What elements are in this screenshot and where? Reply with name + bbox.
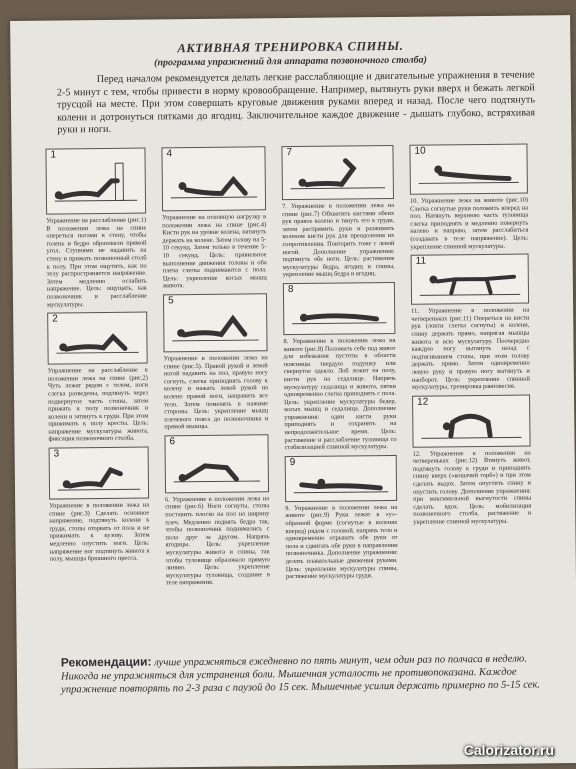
exercise-9-text: 9. Упражнение в положении лежа на животе (рис.9) Руки лежат в «у»-образной форме (согнутые в коленях вперед) рядом с головой, напрячь тело и одновременно отрывать обе руки от пола и сдвигать обе руки в направлении позвоночника. Дополнение упражнения: делать плавательные движения руками. Цель: укрепление мускулатуры спины, растяжение мускулатуры груди. [285, 504, 398, 581]
figure-number: 1 [50, 151, 56, 159]
figure-1 [45, 148, 146, 215]
exercise-3-text: Упражнение в положении лежа на спине (рис.3) Сделать основное напряжение, подтянуть колени к груди, стопы оторвать от пола и не прижимать к кузову. Затем медленно опустить ноги. Цель: напряжение ног подтянуть живота к полу, мышцы брюшного пресса. [49, 502, 150, 564]
page-title: АКТИВНАЯ ТРЕНИРОВКА СПИНЫ. [10, 37, 570, 58]
figure-number: 12 [417, 398, 428, 406]
figure-6-illustration [165, 435, 268, 492]
figure-4 [161, 146, 266, 211]
figure-number: 8 [288, 286, 294, 294]
exercise-6-text: 6. Упражнение в положении лежа на спине (рис.6) Ноги согнуты, стопы поставить плоско на пол на ширину плеч. Медленно поднять бедра так, чтобы позвоночник поднимались с пола друг за другом. Напрячь ягодицы. Цель: укрепление мускулатуры живота и спины, так чтобы туловище образовало прямую линию. Цель: укрепление мускулатуры туловища, создание в теле напряжения. [165, 495, 270, 587]
figure-8 [283, 282, 396, 335]
exercise-11-text: 11. Упражнение в положении на четвереньках (рис.11) Опереться на кисти рук (локти слегка согнуты) и колени, спину держать прямо, напрягая мышцы живота и всю мускулатуру. Поочередно каждую ногу вытянуть назад с подтягиванием стопы, при этом голову держать прямо. Затем одновременно левую руку и правую ногу вытянуть и наоборот. Цель: укрепление спинной мускулатуры, тренировка равновесия. [411, 307, 530, 392]
intro-paragraph: Перед началом рекомендуется делать легкие расслабляющие и двигательные упражнения в течение 2-5 минут с тем, чтобы привести в норму кровообращение. Например, вытянуть руки вверх и бежать легкой трусцой на месте. При этом совершать круговые движения руками вперед и назад. После чего подтянуть колени и дотронуться пятками до ягодиц. Заключительное каждое движение - дышать глубоко, встряхивая руки и ноги. [57, 69, 536, 137]
page-subtitle: (программа упражнений для аппарата позвоночного столба) [10, 53, 570, 70]
figure-5 [163, 293, 268, 352]
exercise-5-text: Упражнение в положении лежа на спине (рис.5). Правой рукой и левой ногой надавить на пол, правую ногу согнуть, слегка приподнять голову к колену и нажать левой рукой на колено правой ноги, направить все тело. Затем поменять в нажиме стороны. Цель: укрепление мышц плечевого пояса до позвоночника и прямой мышцы. [164, 354, 269, 431]
figure-number: 10 [414, 148, 425, 156]
figure-2-illustration [48, 313, 147, 364]
exercise-4-text: Упражнение на основную нагрузку в положении лежа на спине (рис.4) Кисти рук на уровне колена, натянуть держать на колене. Затем голову на 5-10 секунд. Затем только в течение 5-10 секунд. Цель: правильное выполнение движения головы и оба плеча слегка поднимаются с пола. Цель: укрепление косых мышц живота. [162, 213, 267, 290]
figure-5-illustration [164, 294, 267, 351]
exercise-sheet [10, 15, 576, 769]
figure-number: 5 [168, 297, 174, 305]
figure-4-illustration [162, 147, 265, 210]
figure-6 [164, 434, 269, 493]
exercise-2-text: Упражнение на расслабление в положении лежа на спине (рис.2) Чуть лежат рядом с телом, ноги слегка разведены, подтянуть через подвернутое часть стопы, затем прижать к полу позвоночник и колени и затянуть к груди. При этом прижимать к полу кресты. Цель: напряжение мускулатуры живота, фиксация позвоночного столба. [48, 367, 149, 444]
column-4 [409, 144, 531, 531]
column-1 [45, 148, 149, 568]
figure-9 [285, 455, 397, 502]
figure-12-illustration [413, 395, 530, 446]
recommendations-text: лучше упражняться ежедневно по пять минут, чем один раз по полчаса в неделю. Никогда не упражняться для устранения боли. Мышечная усталость не противопоказана. Каждое упражнение повторять по 2-3 раза с паузой до 15 сек. Мышечные усилия держать примерно по 5-15 сек. [61, 654, 540, 696]
figure-8-illustration [284, 283, 395, 334]
figure-10-illustration [410, 145, 526, 194]
figure-9-illustration [286, 456, 396, 501]
figure-3-illustration [50, 448, 149, 499]
figure-7 [281, 145, 394, 200]
figure-1-illustration [46, 149, 145, 214]
column-2 [161, 146, 270, 591]
figure-number: 6 [169, 438, 175, 446]
figure-number: 11 [416, 258, 426, 266]
figure-2 [47, 312, 148, 365]
exercise-10-text: 10. Упражнение лежа на животе (рис.10) Слегка согнутые руки положить вперед на пол. Натянуть верхнюю часть туловища слегка приподнять и медленно повернуть налево и направо, затем расслабиться (создавать в теле напряжение). Цель: укрепление спинной мускулатуры. [410, 197, 529, 251]
watermark: Calorizator.ru [464, 742, 554, 758]
recommendations [61, 651, 547, 697]
figure-number: 9 [290, 459, 296, 467]
figure-11-illustration [412, 255, 528, 304]
figure-7-illustration [282, 146, 393, 199]
column-3 [281, 145, 398, 585]
figure-number: 4 [166, 150, 172, 158]
exercise-1-text: Упражнение на расслабление (рис.1) В положении лежа на спине опереться ногами в стену, чтобы голень и бедро образовали прямой угол. Ступнями не надавить на стену и прижать позвоночный столб к полу. При этом ощутить, как по телу распространяется напряжение. Затем медленно ослабить напряжение. Цель: ощущать, как позвоночник и расслабление мускулатуры. [46, 217, 147, 309]
exercise-7-text: 7. Упражнение в положении лежа на спине (рис.7) Обхватить кистями обеих рук правое колено и тянуть его к груди, затем распрямить руки и разжимать коленом кисти рук для преодоления их сопротивления. Повторить тоже с левой ногой. Дополнение упражнения: подтянуть обе ноги. Цель: растяжение мускулатуры бедра, ягодиц и спины, укрепление мышц бедра и ягодиц. [282, 202, 395, 279]
figure-number: 3 [54, 451, 60, 459]
figure-12 [412, 394, 531, 447]
figure-number: 2 [52, 316, 58, 324]
figure-number: 7 [286, 149, 292, 157]
figure-10 [409, 144, 528, 195]
exercise-12-text: 12. Упражнение в положении на четвереньках (рис.12) Втянуть живот, подтянуть голову к груди и приподнять спину вверх («кошачий горб») и при этом сделать выдох. Затем опустить спину и опустить голову. Дополнение упражнения: при максимальной выгнутости спины сделать вдох. Цель: мобилизация позвоночного столба, растяжение и укрепление спинной мускулатуры. [413, 449, 532, 526]
recommendations-label: Рекомендации: [61, 655, 152, 670]
figure-11 [411, 254, 530, 305]
exercise-8-text: 8. Упражнение в положении лежа на животе (рис.8) Положить себе под живот для избежания пустоты в области поясницы твердую подушку или свернутое одеяло. Лоб лежит на полу, кисти рук на седалище. Напрячь мускулатуру седалища и живота, пятки одновременно слегка приподнять с пола. Цель: укрепление мускулатуры бедер, косых мышц и седалища. Дополнение упражнения: один кисти руки приподнять и сохранять на непродолжительное время. Цель: растяжение и расслабление туловища со стабилизацией спинной мускулатуры. [283, 337, 396, 452]
figure-3 [49, 447, 150, 500]
